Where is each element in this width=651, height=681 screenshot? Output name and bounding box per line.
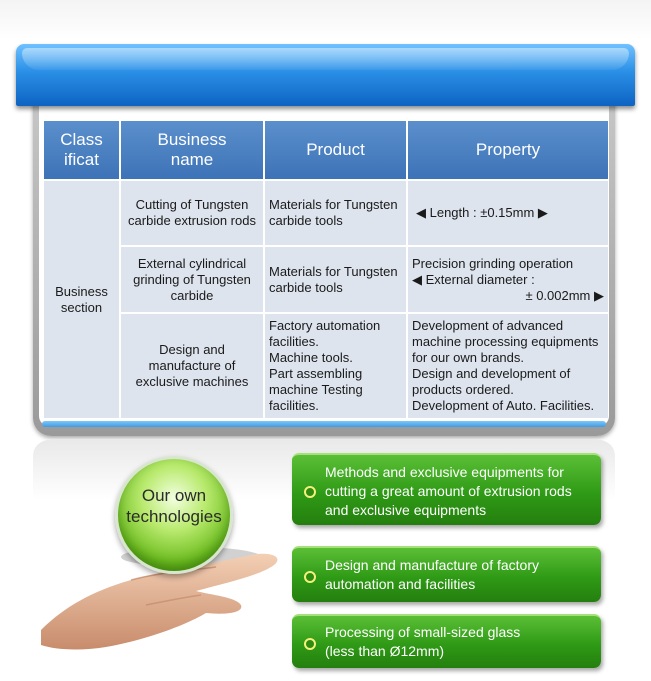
business-name-cell: External cylindrical grinding of Tungsten carbide bbox=[121, 247, 263, 312]
product-line: Machine tools. bbox=[269, 350, 353, 365]
product-cell: Materials for Tungsten carbide tools bbox=[265, 247, 406, 312]
property-cell bbox=[408, 314, 608, 418]
technology-card bbox=[292, 546, 601, 602]
orb-label-line: technologies bbox=[126, 507, 222, 526]
section-label bbox=[44, 181, 119, 418]
green-orb-icon bbox=[115, 456, 233, 574]
header-banner bbox=[16, 44, 635, 106]
property-line: ◀ Length : ±0.15mm ▶ bbox=[416, 205, 548, 220]
bullet-icon bbox=[304, 638, 316, 650]
property-line: Development of advanced machine processing equipments for our own brands. bbox=[412, 318, 599, 365]
property-line: ± 0.002mm ▶ bbox=[525, 287, 604, 303]
table-row bbox=[44, 181, 608, 245]
technology-card bbox=[292, 453, 601, 525]
panel-bottom-strip bbox=[42, 421, 606, 427]
header-product: Product bbox=[265, 121, 406, 179]
technology-text: Processing of small-sized glass (less than Ø12mm) bbox=[325, 624, 521, 659]
header-classification: Class ificat bbox=[44, 121, 119, 179]
business-table bbox=[42, 119, 610, 420]
table-header-row bbox=[44, 121, 608, 179]
property-line: Precision grinding operation bbox=[412, 255, 574, 271]
orb-label bbox=[118, 485, 230, 527]
technology-card bbox=[292, 614, 601, 668]
business-name-cell: Cutting of Tungsten carbide extrusion rods bbox=[121, 181, 263, 245]
product-line: Part assembling machine Testing facilities. bbox=[269, 366, 363, 413]
business-name-cell: Design and manufacture of exclusive machines bbox=[121, 314, 263, 418]
property-cell bbox=[408, 181, 608, 245]
section-label-text: Business section bbox=[55, 283, 108, 315]
property-line: ◀ External diameter : bbox=[412, 271, 535, 287]
header-business-name: Business name bbox=[121, 121, 263, 179]
orb-label-line: Our own bbox=[141, 486, 207, 505]
bullet-icon bbox=[304, 486, 316, 498]
property-line: Development of Auto. Facilities. bbox=[412, 398, 595, 413]
product-line: Factory automation facilities. bbox=[269, 318, 381, 349]
table-row bbox=[44, 314, 608, 418]
header-property: Property bbox=[408, 121, 608, 179]
property-line: Design and development of products ordered. bbox=[412, 366, 571, 397]
technology-text: Design and manufacture of factory automation and facilities bbox=[325, 557, 540, 592]
property-cell bbox=[408, 247, 608, 312]
product-cell bbox=[265, 314, 406, 418]
technology-text: Methods and exclusive equipments for cutting a great amount of extrusion rods and exclusive equipments bbox=[325, 464, 572, 518]
table-row bbox=[44, 247, 608, 312]
top-fade bbox=[0, 0, 651, 40]
product-cell: Materials for Tungsten carbide tools bbox=[265, 181, 406, 245]
bullet-icon bbox=[304, 571, 316, 583]
